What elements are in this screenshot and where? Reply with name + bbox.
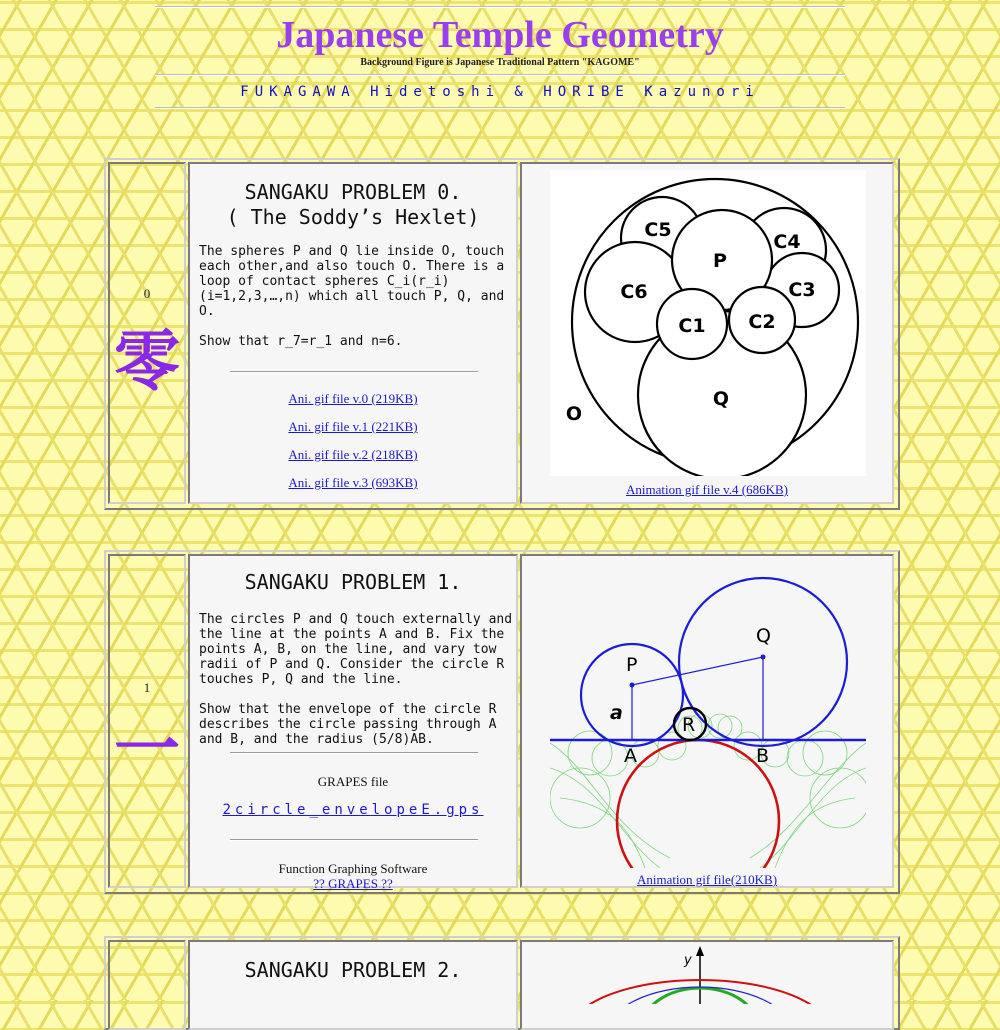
- problem-number: 1: [143, 680, 151, 695]
- gif-link-v1[interactable]: Ani. gif file v.1 (221KB): [288, 419, 418, 434]
- problem-2-figure-cell: [520, 940, 894, 1030]
- problem-2-panel: [104, 936, 900, 1030]
- envelope-curves: [550, 714, 866, 868]
- label-b: B: [756, 745, 770, 767]
- problem-1-panel: [104, 550, 900, 894]
- label-a-side: a: [610, 702, 623, 724]
- label-r: R: [682, 714, 696, 736]
- problem-number: 0: [143, 286, 151, 301]
- problem-2-number-cell: [108, 940, 186, 1030]
- problem-2-text-cell: [188, 940, 518, 1030]
- label-q: Q: [756, 625, 771, 647]
- problem-title: SANGAKU PROBLEM 1.: [244, 570, 462, 594]
- label-c2: C2: [748, 311, 776, 333]
- hexlet-figure: [550, 170, 866, 476]
- header-bottom-divider: [155, 107, 845, 109]
- label-c6: C6: [620, 281, 648, 303]
- gps-file-link[interactable]: 2circle_envelopeE.gps: [222, 802, 484, 818]
- gif-link-v0[interactable]: Ani. gif file v.0 (219KB): [288, 391, 418, 406]
- gif-link-v2[interactable]: Ani. gif file v.2 (218KB): [288, 447, 418, 462]
- problem-title: SANGAKU PROBLEM 2.: [244, 958, 462, 982]
- label-p: P: [626, 654, 638, 676]
- page-title: Japanese Temple Geometry: [276, 14, 724, 56]
- section-divider: [230, 371, 478, 373]
- label-c5: C5: [644, 219, 672, 241]
- animation-gif-link[interactable]: Animation gif file(210KB): [636, 872, 778, 887]
- axis-label-y: y: [684, 953, 692, 968]
- problem-kanji: 零: [114, 322, 180, 400]
- problem-statement: The spheres P and Q lie inside O, touch each other,and also touch O. There is a loop of contact spheres C_i(r_i) (i=1,2,3,…,n) which all touch P, Q, and O. Show that r_7=r_1 and n=6.: [199, 244, 505, 349]
- grapes-file-label: GRAPES file: [317, 774, 389, 789]
- label-c4: C4: [773, 231, 801, 253]
- grapes-software-link[interactable]: ?? GRAPES ??: [313, 876, 393, 891]
- problem-0-text-cell: [188, 162, 518, 504]
- problem-title: SANGAKU PROBLEM 0. ( The Soddy’s Hexlet): [226, 180, 480, 229]
- label-o: O: [565, 403, 583, 425]
- problem-kanji: 一: [114, 710, 180, 788]
- problem-0-number-cell: [108, 162, 186, 504]
- header-divider: [155, 74, 845, 76]
- label-c1: C1: [678, 315, 706, 337]
- top-divider: [155, 6, 845, 8]
- section-divider: [230, 839, 478, 841]
- envelope-circle: [617, 740, 779, 868]
- label-q: Q: [712, 388, 730, 410]
- section-divider: [230, 752, 478, 754]
- problem-1-text-cell: [188, 554, 518, 891]
- animation-gif-link-v4[interactable]: Animation gif file v.4 (686KB): [626, 482, 788, 497]
- problem-0-panel: [104, 158, 900, 510]
- problem-1-number-cell: [108, 554, 186, 888]
- envelope-figure: [550, 568, 866, 868]
- software-label: Function Graphing Software: [278, 861, 428, 876]
- problem-statement: The circles P and Q touch externally and the line at the points A and B. Fix the points A, B, on the line, and vary tow radii of P and Q. Consider the circle R touches P, Q and the line. Show that the envelope of the circle R describes the circle passing through A and B, and the radius (5/8)AB.: [199, 612, 513, 747]
- label-p: P: [713, 250, 727, 272]
- gif-link-v3[interactable]: Ani. gif file v.3 (693KB): [288, 475, 418, 490]
- problem-1-figure-cell: [520, 554, 894, 888]
- problem-0-figure-cell: [520, 162, 894, 504]
- page-subtitle: Background Figure is Japanese Traditional Pattern "KAGOME": [360, 57, 640, 68]
- authors: FUKAGAWA Hidetoshi & HORIBE Kazunori: [240, 84, 760, 100]
- problem-2-figure: [550, 942, 866, 1004]
- label-c3: C3: [788, 279, 816, 301]
- label-a: A: [624, 745, 637, 767]
